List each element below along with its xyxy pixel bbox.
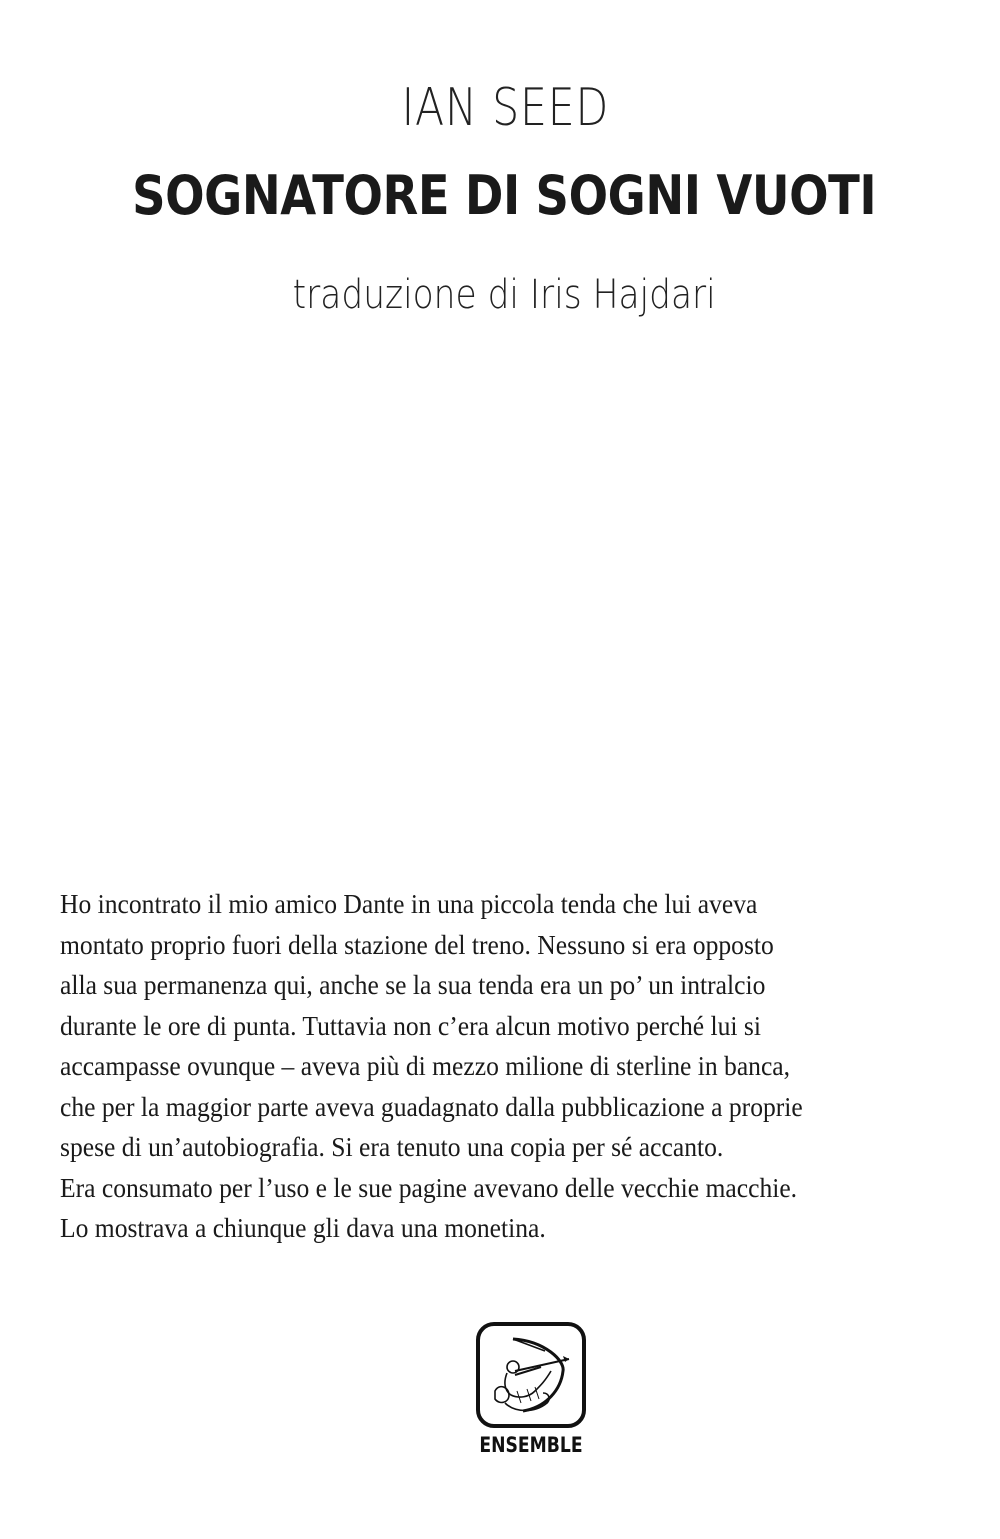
- translator-credit: traduzione di Iris Hajdari: [292, 272, 716, 318]
- blurb-line: spese di un’autobiografia. Si era tenuto una copia per sé accanto.: [60, 1131, 724, 1162]
- blurb-line: Ho incontrato il mio amico Dante in una piccola tenda che lui aveva: [60, 888, 758, 919]
- book-title: SOGNATORE DI SOGNI VUOTI: [132, 164, 877, 227]
- author-name: IAN SEED: [401, 78, 610, 138]
- publisher-name: ENSEMBLE: [479, 1433, 583, 1457]
- blurb-line: che per la maggior parte aveva guadagnato dalla pubblicazione a proprie: [60, 1090, 803, 1122]
- blurb-line: accampasse ovunque – aveva più di mezzo milione di sterline in banca,: [60, 1050, 791, 1081]
- blurb-line: Era consumato per l’uso e le sue pagine avevano delle vecchie macchie.: [60, 1171, 798, 1203]
- blurb-line: Lo mostrava a chiunque gli dava una monetina.: [60, 1212, 546, 1243]
- blurb-line: alla sua permanenza qui, anche se la sua tenda era un po’ un intralcio: [60, 969, 766, 1000]
- publisher-logo: [476, 1322, 586, 1428]
- blurb-line: durante le ore di punta. Tuttavia non c’era alcun motivo perché lui si: [60, 1009, 762, 1041]
- back-cover-blurb: [60, 884, 960, 1249]
- archer-logo-icon: [485, 1331, 577, 1419]
- blurb-line: montato proprio fuori della stazione del treno. Nessuno si era opposto: [60, 928, 774, 960]
